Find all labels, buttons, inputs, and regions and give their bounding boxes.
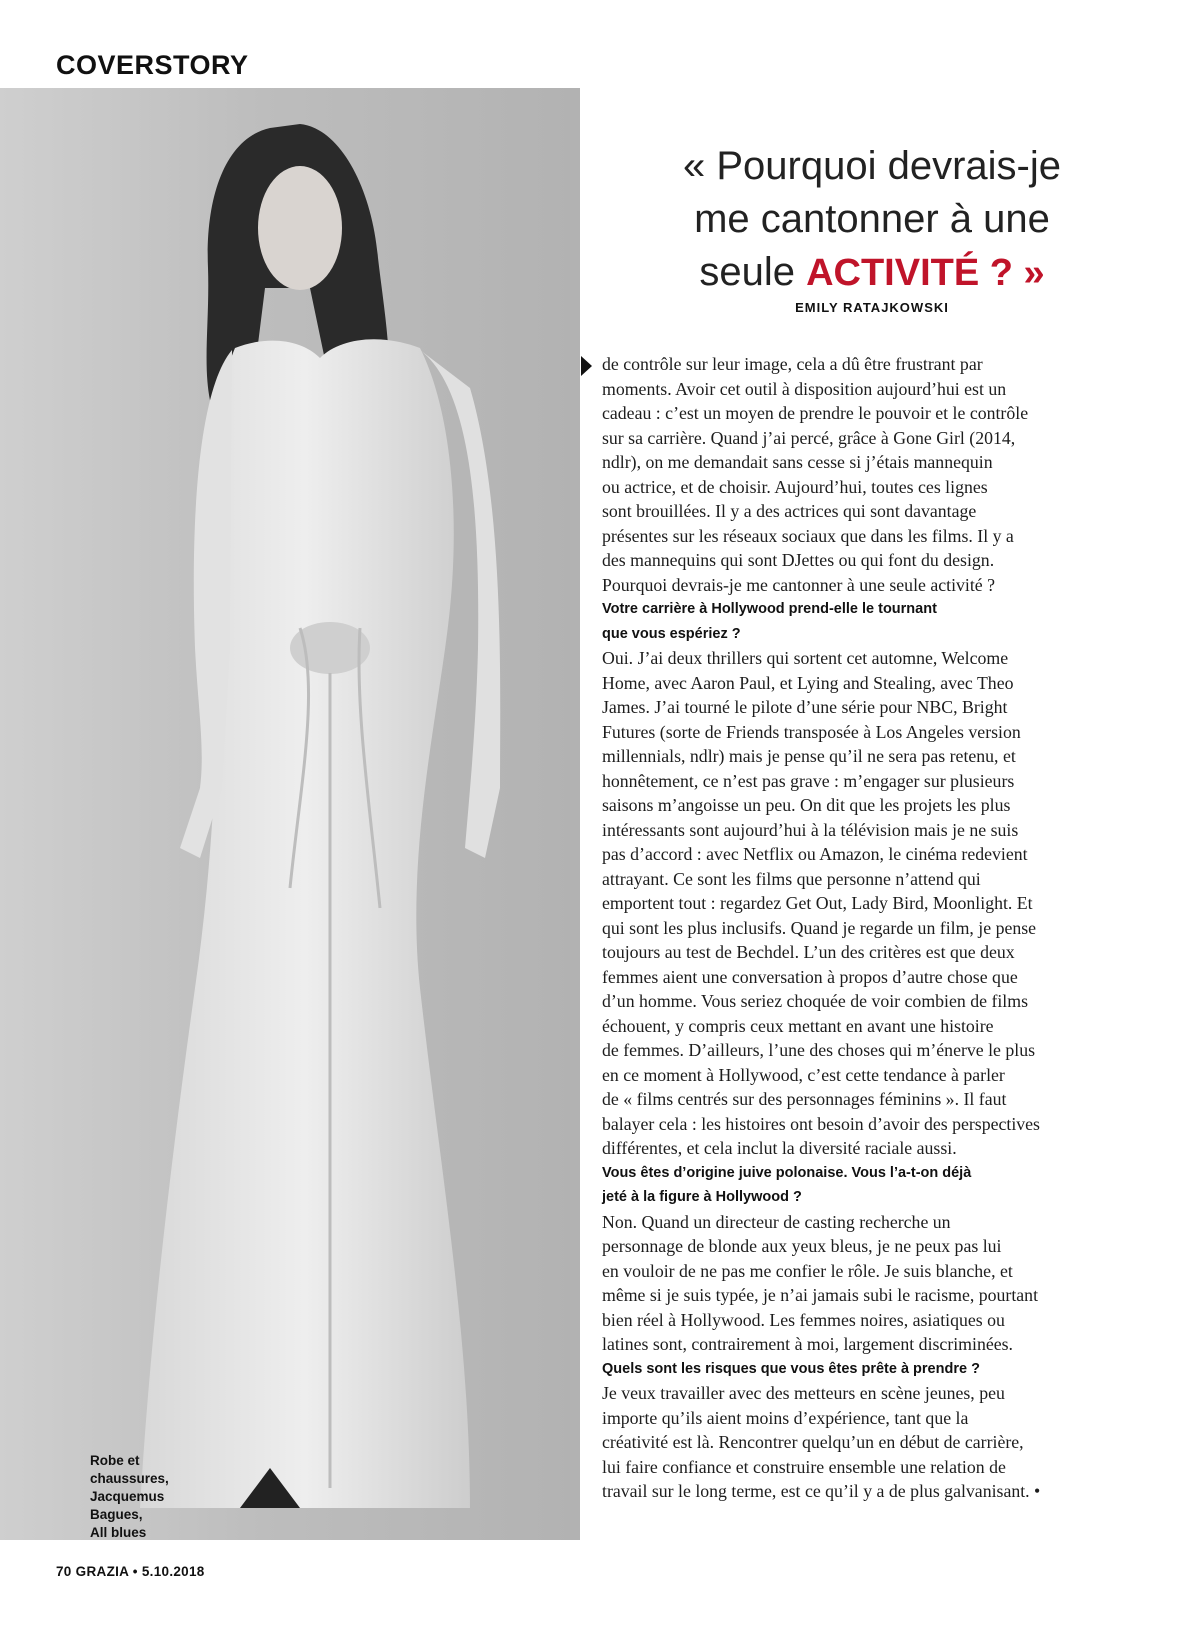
article-line: des mannequins qui sont DJettes ou qui font du design. [602, 550, 995, 570]
cover-photo [0, 88, 580, 1540]
article-line: Non. Quand un directeur de casting recherche un [602, 1211, 951, 1232]
pull-quote-line [612, 246, 1132, 300]
photo-credit [90, 1452, 169, 1540]
article-line: personnage de blonde aux yeux bleus, je ne peux pas lui [602, 1236, 1002, 1256]
article-line: latines sont, contrairement à moi, largement discriminées. [602, 1334, 1013, 1354]
article-line: même si je suis typée, je n’ai jamais subi le racisme, pourtant [602, 1285, 1039, 1305]
byline: EMILY RATAJKOWSKI [795, 300, 949, 315]
page-folio: 70 GRAZIA • 5.10.2018 [56, 1564, 205, 1579]
article-line: emportent tout : regardez Get Out, Lady Bird, Moonlight. Et [602, 893, 1033, 913]
article-line: toujours au test de Bechdel. L’un des critères est que deux [602, 942, 1015, 962]
article-line: Pourquoi devrais-je me cantonner à une seule activité ? [602, 574, 996, 595]
article-line: lui faire confiance et construire ensemble une relation de [602, 1456, 1006, 1477]
pull-quote [612, 140, 1132, 300]
continuation-arrow-icon [581, 356, 592, 376]
pull-quote-accent: ACTIVITÉ ? » [806, 252, 1045, 294]
credit-line: All blues [90, 1525, 147, 1540]
article-line: saisons m’angoisse un peu. On dit que les projets les plus [602, 795, 1011, 815]
article-line: importe qu’ils aient moins d’expérience, tant que la [602, 1407, 969, 1428]
article-line: cadeau : c’est un moyen de prendre le pouvoir et le contrôle [602, 403, 1029, 423]
article-line: de « films centrés sur des personnages féminins ». Il faut [602, 1089, 1007, 1109]
pull-quote-line: me cantonner à une [694, 197, 1050, 241]
article-line: Je veux travailler avec des metteurs en scène jeunes, peu [602, 1383, 1005, 1403]
model-silhouette [0, 88, 580, 1540]
article-line: ndlr), on me demandait sans cesse si j’étais mannequin [602, 452, 993, 472]
article-line: intéressants sont aujourd’hui à la télévision mais je ne suis [602, 819, 1019, 840]
credit-line: chaussures, [90, 1471, 169, 1486]
article-line: Home, avec Aaron Paul, et Lying and Stealing, avec Theo [602, 672, 1014, 693]
credit-line: Robe et [90, 1453, 140, 1468]
article-line: Oui. J’ai deux thrillers qui sortent cet automne, Welcome [602, 648, 1009, 668]
article-line: femmes aient une conversation à propos d’autre chose que [602, 966, 1018, 987]
article-line: sur sa carrière. Quand j’ai percé, grâce à Gone Girl (2014, [602, 427, 1016, 448]
article-line: ou actrice, et de choisir. Aujourd’hui, toutes ces lignes [602, 476, 988, 497]
article-line: échouent, y compris ceux mettant en avant une histoire [602, 1015, 994, 1036]
article-line: d’un homme. Vous seriez choquée de voir combien de films [602, 991, 1028, 1011]
article-line: sont brouillées. Il y a des actrices qui sont davantage [602, 501, 977, 521]
article-line: en ce moment à Hollywood, c’est cette tendance à parler [602, 1064, 1005, 1085]
section-label: COVERSTORY [56, 50, 249, 80]
article-line: présentes sur les réseaux sociaux que dans les films. Il y a [602, 525, 1014, 546]
article-line: de contrôle sur leur image, cela a dû être frustrant par [602, 354, 983, 374]
article-line: travail sur le long terme, est ce qu’il y a de plus galvanisant. • [602, 1481, 1041, 1501]
credit-line: Bagues, [90, 1507, 143, 1522]
article-line: Futures (sorte de Friends transposée à Los Angeles version [602, 721, 1021, 742]
article-line: créativité est là. Rencontrer quelqu’un en début de carrière, [602, 1432, 1024, 1452]
article-line: balayer cela : les histoires ont besoin d’avoir des perspectives [602, 1113, 1040, 1134]
article-line: qui sont les plus inclusifs. Quand je regarde un film, je pense [602, 917, 1037, 938]
article-body [602, 352, 1082, 1504]
interview-question: Vous êtes d’origine juive polonaise. Vous l’a-t-on déjà [602, 1164, 972, 1181]
pull-quote-prefix: seule [699, 250, 807, 294]
article-line: de femmes. D’ailleurs, l’une des choses qui m’énerve le plus [602, 1040, 1036, 1060]
interview-question: Votre carrière à Hollywood prend-elle le tournant [602, 601, 937, 617]
pull-quote-line: « Pourquoi devrais-je [683, 144, 1061, 188]
article-line: pas d’accord : avec Netflix ou Amazon, le cinéma redevient [602, 844, 1028, 864]
article-line: millennials, ndlr) mais je pense qu’il ne sera pas retenu, et [602, 746, 1016, 766]
credit-line: Jacquemus [90, 1489, 165, 1504]
article-line: honnêtement, ce n’est pas grave : m’engager sur plusieurs [602, 770, 1015, 791]
article-line: attrayant. Ce sont les films que personne n’attend qui [602, 868, 981, 889]
interview-question: jeté à la figure à Hollywood ? [602, 1189, 802, 1205]
interview-question: que vous espériez ? [602, 625, 741, 642]
article-line: James. J’ai tourné le pilote d’une série pour NBC, Bright [602, 697, 1008, 717]
article-line: bien réel à Hollywood. Les femmes noires, asiatiques ou [602, 1309, 1005, 1330]
article-line: en vouloir de ne pas me confier le rôle. Je suis blanche, et [602, 1260, 1013, 1281]
article-line: moments. Avoir cet outil à disposition aujourd’hui est un [602, 378, 1007, 399]
article-line: différentes, et cela inclut la diversité raciale aussi. [602, 1138, 957, 1158]
interview-question: Quels sont les risques que vous êtes prête à prendre ? [602, 1360, 980, 1377]
